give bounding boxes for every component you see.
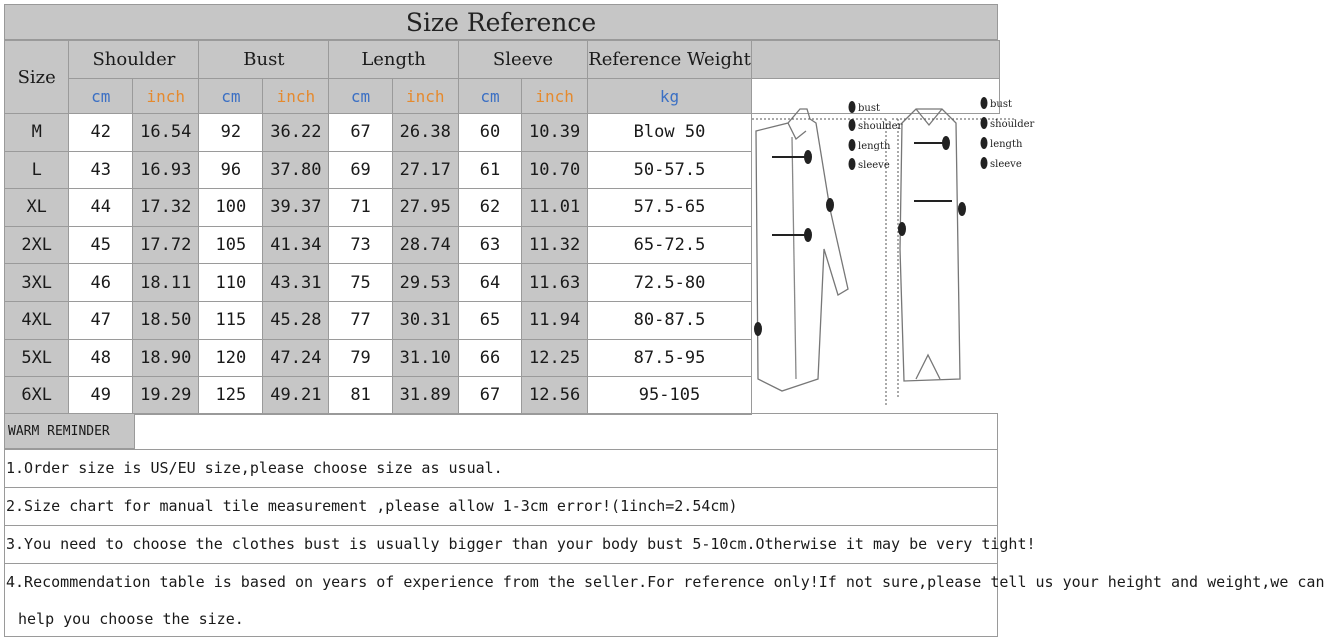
weight-cell: 87.5-95 — [588, 339, 752, 377]
size-cell: 6XL — [5, 377, 69, 415]
legend-sleeve: sleeve — [989, 159, 1022, 170]
shoulder-in-cell: 19.29 — [133, 377, 199, 415]
sleeve-in-cell: 11.01 — [522, 189, 588, 227]
shoulder-in-cell: 18.11 — [133, 264, 199, 302]
sleeve-cm-cell: 62 — [458, 189, 521, 227]
length-in-cell: 31.10 — [392, 339, 458, 377]
bust-cm-cell: 105 — [199, 226, 263, 264]
legend-length: length — [989, 139, 1023, 150]
length-in-cell: 29.53 — [392, 264, 458, 302]
length-cm-cell: 67 — [329, 114, 392, 152]
legend-shoulder: shoulder — [857, 121, 903, 132]
bust-cm-cell: 125 — [199, 377, 263, 415]
reminder-note-2: 2.Size chart for manual tile measurement ,please allow 1-3cm error!(1inch=2.54cm) — [4, 487, 998, 525]
sleeve-cm-cell: 61 — [458, 151, 521, 189]
unit-inch: inch — [522, 79, 588, 114]
size-cell: L — [5, 151, 69, 189]
bust-in-cell: 36.22 — [263, 114, 329, 152]
size-cell: 5XL — [5, 339, 69, 377]
bust-cm-cell: 96 — [199, 151, 263, 189]
weight-cell: 50-57.5 — [588, 151, 752, 189]
sleeve-cm-cell: 66 — [458, 339, 521, 377]
reminder-note-4-cont: help you choose the size. — [18, 610, 244, 628]
sleeve-in-cell: 10.39 — [522, 114, 588, 152]
legend-length: length — [857, 141, 891, 152]
bust-in-cell: 41.34 — [263, 226, 329, 264]
bust-cm-cell: 100 — [199, 189, 263, 227]
sleeve-in-cell: 11.63 — [522, 264, 588, 302]
sleeve-in-cell: 10.70 — [522, 151, 588, 189]
shoulder-header: Shoulder — [69, 41, 199, 79]
sleeve-in-cell: 11.94 — [522, 301, 588, 339]
bust-in-cell: 37.80 — [263, 151, 329, 189]
sleeve-cm-cell: 60 — [458, 114, 521, 152]
bust-cm-cell: 110 — [199, 264, 263, 302]
size-cell: 3XL — [5, 264, 69, 302]
reminder-note-1: 1.Order size is US/EU size,please choose size as usual. — [4, 449, 998, 487]
sleeve-in-cell: 12.25 — [522, 339, 588, 377]
length-cm-cell: 69 — [329, 151, 392, 189]
length-cm-cell: 73 — [329, 226, 392, 264]
shoulder-cm-cell: 49 — [69, 377, 133, 415]
size-cell: XL — [5, 189, 69, 227]
length-in-cell: 26.38 — [392, 114, 458, 152]
shoulder-in-cell: 16.93 — [133, 151, 199, 189]
bust-in-cell: 43.31 — [263, 264, 329, 302]
size-cell: 2XL — [5, 226, 69, 264]
length-in-cell: 30.31 — [392, 301, 458, 339]
shoulder-cm-cell: 48 — [69, 339, 133, 377]
sleeve-in-cell: 12.56 — [522, 377, 588, 415]
legend-bust: bust — [989, 99, 1012, 110]
legend-bust: bust — [857, 103, 880, 114]
unit-inch: inch — [392, 79, 458, 114]
bust-header: Bust — [199, 41, 329, 79]
diagram-header-blank — [751, 41, 999, 79]
shoulder-in-cell: 16.54 — [133, 114, 199, 152]
size-header: Size — [5, 41, 69, 114]
length-cm-cell: 77 — [329, 301, 392, 339]
bust-in-cell: 45.28 — [263, 301, 329, 339]
shoulder-in-cell: 17.32 — [133, 189, 199, 227]
shoulder-cm-cell: 44 — [69, 189, 133, 227]
length-in-cell: 28.74 — [392, 226, 458, 264]
sleeve-cm-cell: 63 — [458, 226, 521, 264]
shoulder-cm-cell: 46 — [69, 264, 133, 302]
unit-cm: cm — [69, 79, 133, 114]
weight-cell: 80-87.5 — [588, 301, 752, 339]
sleeve-in-cell: 11.32 — [522, 226, 588, 264]
weight-header: Reference Weight — [588, 41, 752, 79]
length-in-cell: 27.17 — [392, 151, 458, 189]
bust-in-cell: 47.24 — [263, 339, 329, 377]
size-cell: 4XL — [5, 301, 69, 339]
length-cm-cell: 79 — [329, 339, 392, 377]
shoulder-in-cell: 18.50 — [133, 301, 199, 339]
unit-inch: inch — [263, 79, 329, 114]
weight-cell: 65-72.5 — [588, 226, 752, 264]
shoulder-in-cell: 18.90 — [133, 339, 199, 377]
sleeve-cm-cell: 64 — [458, 264, 521, 302]
reminder-label: WARM REMINDER — [4, 413, 135, 449]
length-in-cell: 31.89 — [392, 377, 458, 415]
bust-cm-cell: 115 — [199, 301, 263, 339]
sleeve-cm-cell: 67 — [458, 377, 521, 415]
weight-cell: 57.5-65 — [588, 189, 752, 227]
reminder-note-4: 4.Recommendation table is based on years of experience from the seller.For reference only!If not sure,please tell us your height and weight,we can — [4, 563, 998, 601]
reminder-note-3: 3.You need to choose the clothes bust is usually bigger than your body bust 5-10cm.Otherwise it may be very tight! — [4, 525, 998, 563]
weight-cell: 72.5-80 — [588, 264, 752, 302]
shoulder-in-cell: 17.72 — [133, 226, 199, 264]
unit-kg: kg — [588, 79, 752, 114]
sleeve-header: Sleeve — [458, 41, 587, 79]
legend-shoulder: shoulder — [989, 119, 1035, 130]
weight-cell: 95-105 — [588, 377, 752, 415]
unit-cm: cm — [458, 79, 521, 114]
unit-cm: cm — [199, 79, 263, 114]
bust-cm-cell: 92 — [199, 114, 263, 152]
shoulder-cm-cell: 42 — [69, 114, 133, 152]
garment-diagram — [751, 79, 1035, 171]
bust-cm-cell: 120 — [199, 339, 263, 377]
length-cm-cell: 81 — [329, 377, 392, 415]
length-header: Length — [329, 41, 458, 79]
length-cm-cell: 75 — [329, 264, 392, 302]
sleeve-cm-cell: 65 — [458, 301, 521, 339]
weight-cell: Blow 50 — [588, 114, 752, 152]
legend-sleeve: sleeve — [857, 160, 890, 171]
unit-cm: cm — [329, 79, 392, 114]
page-title: Size Reference — [4, 4, 998, 40]
bust-in-cell: 49.21 — [263, 377, 329, 415]
size-table — [4, 40, 1035, 415]
length-in-cell: 27.95 — [392, 189, 458, 227]
bust-in-cell: 39.37 — [263, 189, 329, 227]
shoulder-cm-cell: 47 — [69, 301, 133, 339]
size-cell: M — [5, 114, 69, 152]
shirt-diagram-icon — [752, 79, 1035, 407]
length-cm-cell: 71 — [329, 189, 392, 227]
shoulder-cm-cell: 45 — [69, 226, 133, 264]
unit-inch: inch — [133, 79, 199, 114]
shoulder-cm-cell: 43 — [69, 151, 133, 189]
